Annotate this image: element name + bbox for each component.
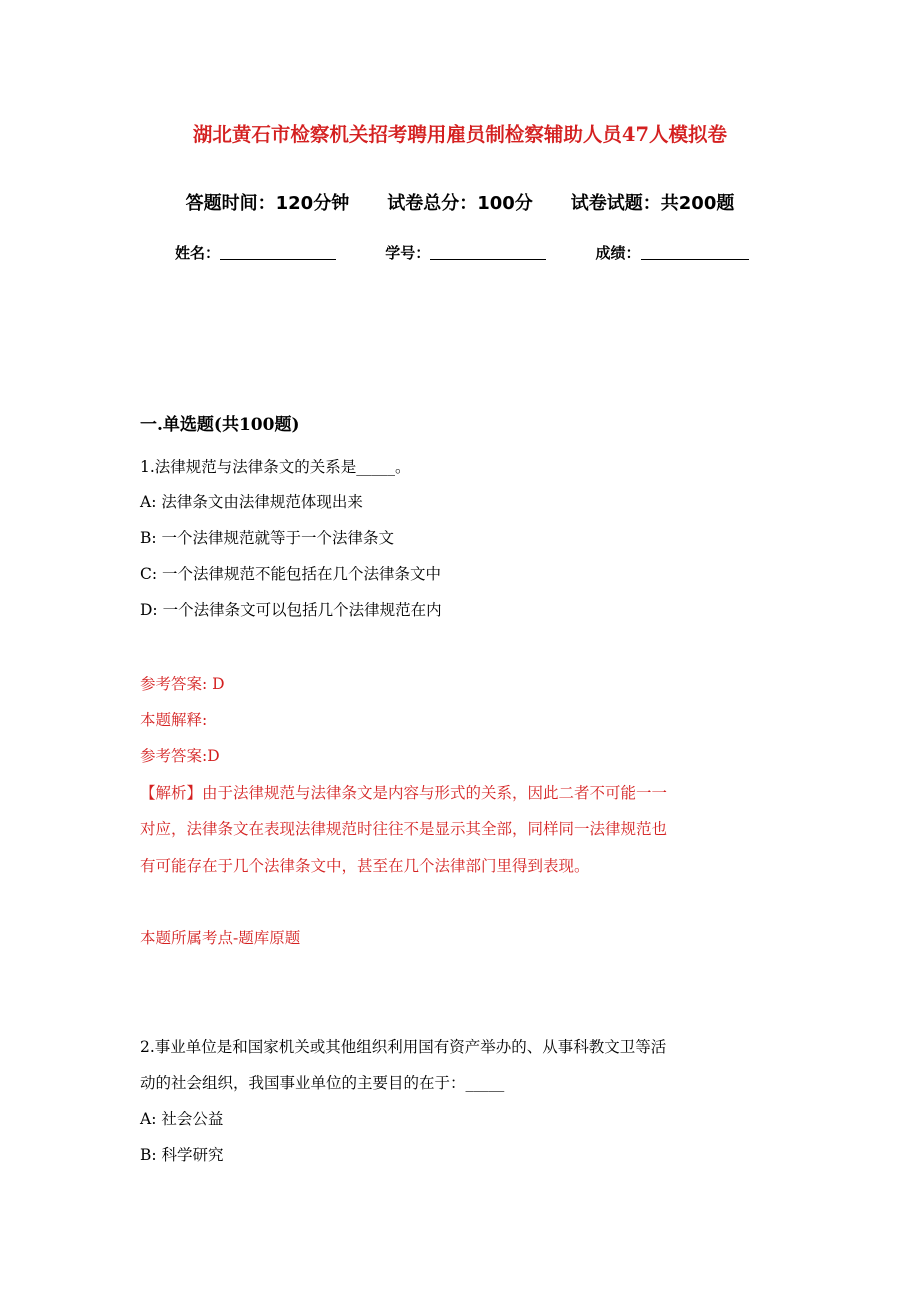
exam-total-score: 试卷总分：100分 [387, 193, 533, 214]
student-info-row [175, 240, 775, 266]
exam-time: 答题时间：120分钟 [185, 193, 350, 214]
score-blank [641, 242, 749, 260]
analysis-line-3: 有可能存在于几个法律条文中，甚至在几个法律部门里得到表现。 [140, 857, 590, 875]
question-stem: 1.法律规范与法律条文的关系是_____。 [140, 458, 411, 476]
score-field [596, 240, 749, 266]
option-a: A: 法律条文由法律规范体现出来 [140, 493, 363, 511]
id-label: 学号： [385, 244, 431, 262]
option-b: B: 一个法律规范就等于一个法律条文 [140, 529, 395, 547]
reference-answer: 参考答案: D [140, 675, 225, 693]
reference-answer-2: 参考答案:D [140, 747, 220, 765]
exam-total-questions: 试卷试题：共200题 [570, 193, 735, 214]
question-stem-line-1: 2.事业单位是和国家机关或其他组织利用国有资产举办的、从事科教文卫等活 [140, 1038, 667, 1056]
option-a: A: 社会公益 [140, 1110, 224, 1128]
option-b: B: 科学研究 [140, 1146, 224, 1164]
score-label: 成绩： [595, 244, 641, 262]
id-blank [430, 242, 546, 260]
exam-title: 湖北黄石市检察机关招考聘用雇员制检察辅助人员47人模拟卷 [192, 123, 728, 146]
name-blank [220, 242, 336, 260]
analysis-line-1: 【解析】由于法律规范与法律条文是内容与形式的关系，因此二者不可能一一 [140, 784, 668, 802]
option-c: C: 一个法律规范不能包括在几个法律条文中 [140, 565, 442, 583]
section-title: 一.单选题(共100题) [140, 415, 300, 435]
analysis-line-2: 对应，法律条文在表现法律规范时往往不是显示其全部，同样同一法律规范也 [140, 820, 668, 838]
id-field [385, 240, 546, 266]
name-field [175, 240, 336, 266]
topic-note: 本题所属考点-题库原题 [140, 929, 301, 947]
explanation-label: 本题解释: [140, 711, 208, 729]
option-d: D: 一个法律条文可以包括几个法律规范在内 [140, 601, 442, 619]
question-stem-line-2: 动的社会组织，我国事业单位的主要目的在于：_____ [140, 1074, 505, 1092]
exam-meta-row [0, 190, 920, 218]
name-label: 姓名： [175, 244, 221, 262]
